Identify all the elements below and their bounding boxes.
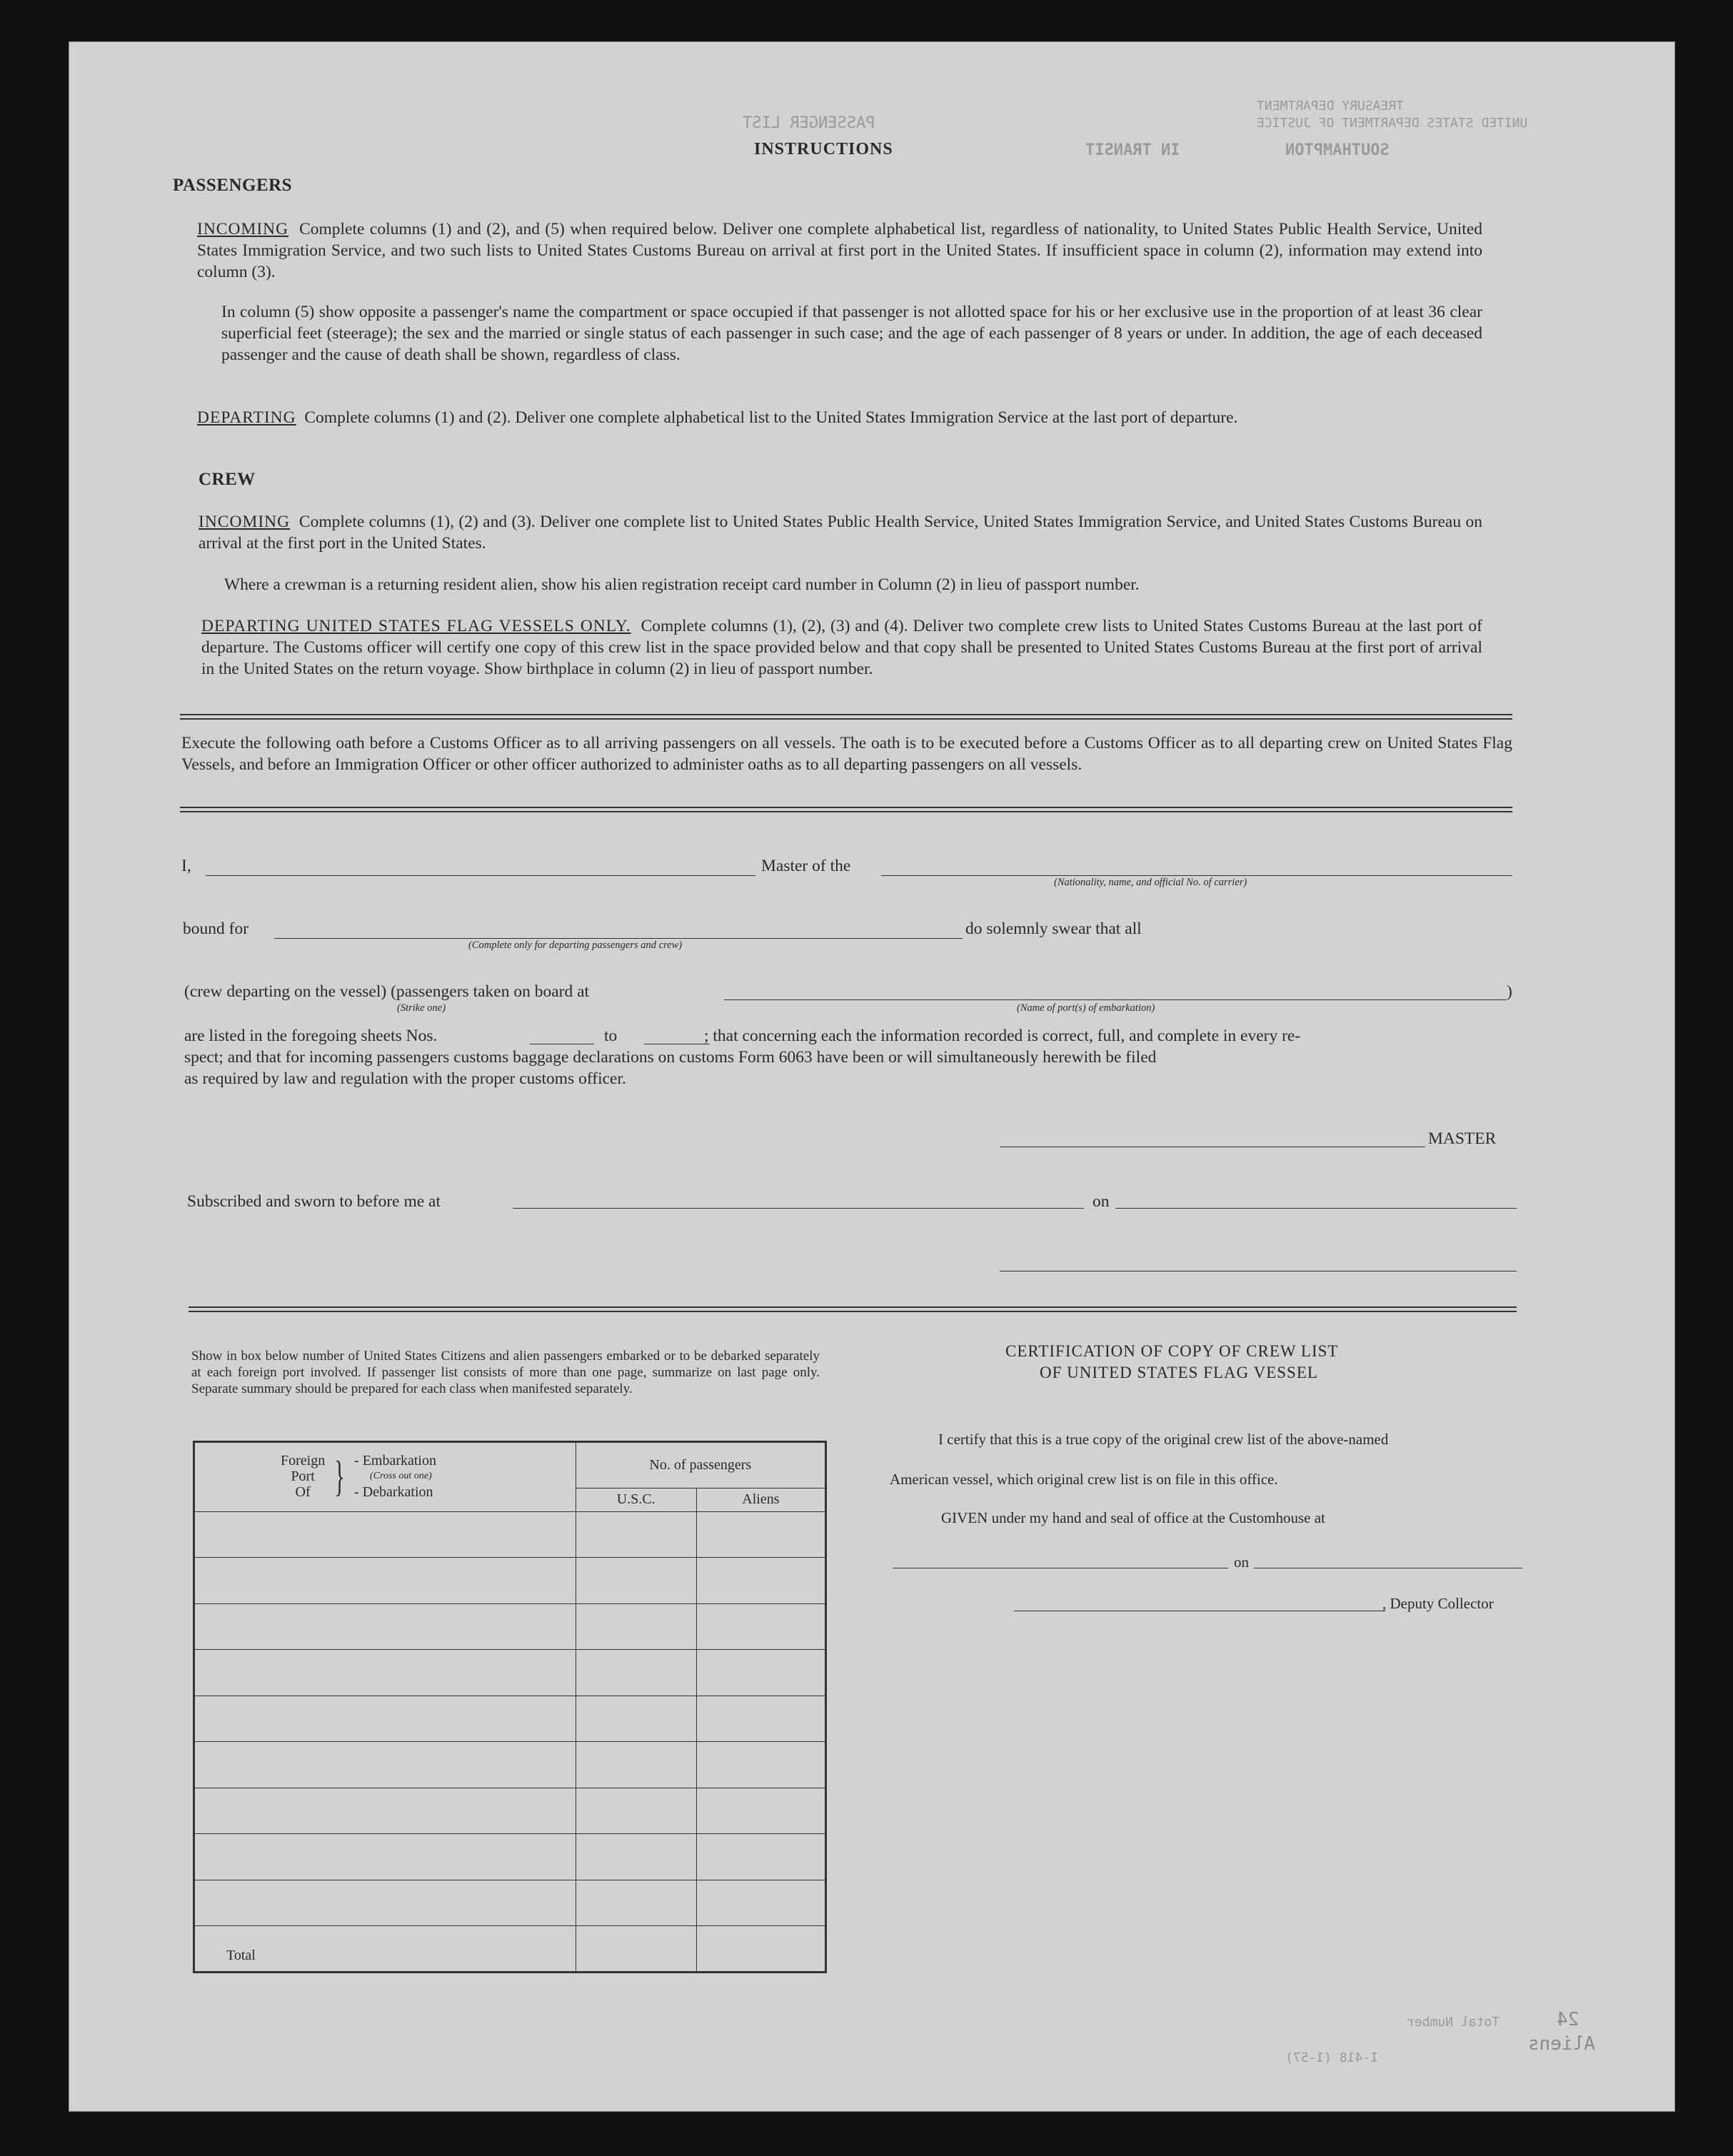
port-note: (Name of port(s) of embarkation) — [1017, 1002, 1155, 1014]
bleed-aliens: Aliens — [1528, 2033, 1595, 2055]
brace-icon: } — [334, 1453, 345, 1500]
aliens-cell[interactable] — [696, 1650, 825, 1696]
summary-instruction: Show in box below number of United States Citizens and alien passengers embarked or to be debarked separately at each foreign port involved. If passenger list consists of more than one page, summarize on last page only. Separate summary should be prepared for each class when manifested separately. — [191, 1349, 820, 1396]
oath-instruction-paragraph: Execute the following oath before a Customs Officer as to all arriving passengers on all vessels. The oath is to be executed before a Customs Officer as to all departing crew on United States Flag Vessels, and before an Immigration Officer or other officer authorized to administer oaths as to all departing passengers on all vessels. — [181, 734, 1512, 774]
sheets-text-b: ; that concerning each the information recorded is correct, full, and complete in every re- — [704, 1027, 1301, 1045]
total-label: Total — [194, 1926, 576, 1973]
crew-departing-tag: DEPARTING UNITED STATES FLAG VESSELS ONLY. — [201, 617, 631, 635]
port-header-cell — [194, 1442, 576, 1512]
passengers-departing-tag: DEPARTING — [197, 408, 296, 427]
certification-on-label: on — [1234, 1553, 1249, 1571]
passengers-incoming-paragraph — [197, 218, 1482, 283]
sheets-text-d: as required by law and regulation with the proper customs officer. — [184, 1069, 626, 1088]
foreign-label: Foreign — [281, 1453, 326, 1469]
usc-cell[interactable] — [576, 1880, 696, 1926]
usc-cell[interactable] — [576, 1742, 696, 1788]
divider — [180, 714, 1512, 720]
page-title: INSTRUCTIONS — [754, 140, 893, 158]
aliens-cell[interactable] — [696, 1696, 825, 1742]
port-cell[interactable] — [194, 1511, 576, 1558]
passengers-departing-paragraph — [197, 407, 1482, 428]
carrier-note: (Nationality, name, and official No. of carrier) — [1054, 877, 1247, 888]
usc-cell[interactable] — [576, 1788, 696, 1834]
master-label: MASTER — [1428, 1129, 1497, 1148]
embark-debark-options — [354, 1453, 436, 1500]
swear-text: do solemnly swear that all — [965, 920, 1142, 938]
master-name-line[interactable] — [206, 875, 755, 876]
bleed-corner-stamp-2: UNITED STATES DEPARTMENT OF JUSTICE — [1257, 116, 1528, 131]
bleed-southampton: SOUTHAMPTON — [1285, 141, 1390, 159]
crew-incoming-paragraph — [199, 511, 1482, 554]
of-label: Of — [295, 1484, 311, 1500]
bound-for-line[interactable] — [274, 938, 963, 939]
crew-resident-paragraph: Where a crewman is a returning resident alien, show his alien registration receipt card number in Column (2) in lieu of passport number. — [224, 575, 1140, 594]
bleed-corner-stamp: TREASURY DEPARTMENT — [1257, 99, 1404, 114]
usc-header: U.S.C. — [576, 1488, 696, 1511]
passengers-column5-paragraph: In column (5) show opposite a passenger's name the compartment or space occupied if that passenger is not allotted space for his or her exclusive use in the proportion of at least 36 clear superficial feet (steerage); the sex and the married or single status of each passenger in such case; and the age of each passenger of 8 years or under. In addition, the age of each deceased passenger and the cause of death shall be shown, regardless of class. — [221, 303, 1482, 364]
usc-cell[interactable] — [576, 1558, 696, 1604]
debarkation-option[interactable]: - Debarkation — [354, 1484, 433, 1500]
carrier-line[interactable] — [881, 875, 1512, 876]
port-cell[interactable] — [194, 1834, 576, 1880]
aliens-cell[interactable] — [696, 1742, 825, 1788]
certify-text-1: I certify that this is a true copy of the original crew list of the above-named — [938, 1431, 1389, 1448]
certification-title-1: CERTIFICATION OF COPY OF CREW LIST — [1005, 1342, 1339, 1360]
aliens-cell[interactable] — [696, 1788, 825, 1834]
given-text: GIVEN under my hand and seal of office at the Customhouse at — [941, 1509, 1325, 1526]
master-of-label: Master of the — [761, 857, 851, 875]
embarkation-option[interactable]: - Embarkation — [354, 1453, 436, 1469]
port-cell[interactable] — [194, 1880, 576, 1926]
aliens-total-cell[interactable] — [696, 1926, 825, 1973]
crew-departing-paragraph — [201, 615, 1482, 680]
aliens-header: Aliens — [696, 1488, 825, 1511]
usc-total-cell[interactable] — [576, 1926, 696, 1973]
crew-passengers-label: (crew departing on the vessel) (passengers taken on board at — [184, 982, 590, 1001]
bleed-aliens-count: 24 — [1557, 2009, 1579, 2030]
port-cell[interactable] — [194, 1696, 576, 1742]
usc-cell[interactable] — [576, 1603, 696, 1650]
strike-note: (Strike one) — [397, 1002, 446, 1014]
aliens-cell[interactable] — [696, 1558, 825, 1604]
divider — [189, 1306, 1517, 1312]
crew-departing-text: Complete columns (1), (2), (3) and (4). Deliver two complete crew lists to United States Customs Bureau at the last port of departure. The Customs officer will certify one copy of this crew list in the space provided below and that copy shall be presented to United States Customs Bureau at the first port of arrival in the United States on the return voyage. Show birthplace in column (2) in lieu of passport number. — [201, 617, 1482, 678]
subscribed-date-line[interactable] — [1115, 1208, 1517, 1209]
passengers-incoming-text: Complete columns (1) and (2), and (5) when required below. Deliver one complete alphabetical list, regardless of nationality, to United States Public Health Service, United States Immigration Service, and two such lists to United States Customs Bureau on arrival at first port in the United States. If insufficient space in column (2), information may extend into column (3). — [197, 220, 1483, 281]
crew-incoming-tag: INCOMING — [199, 513, 291, 531]
bleed-form-number: I-418 (1-57) — [1285, 2050, 1379, 2065]
bleed-passenger-list: PASSENGER LIST — [743, 114, 875, 132]
passenger-summary-table — [193, 1441, 827, 1973]
bound-for-label: bound for — [183, 920, 249, 938]
sheets-to-label: to — [604, 1027, 618, 1045]
certify-text-2: American vessel, which original crew list is on file in this office. — [890, 1471, 1278, 1488]
foreign-port-of — [281, 1453, 325, 1500]
bleed-total-number: Total Number — [1407, 2015, 1500, 2030]
port-cell[interactable] — [194, 1650, 576, 1696]
usc-cell[interactable] — [576, 1650, 696, 1696]
usc-cell[interactable] — [576, 1834, 696, 1880]
aliens-cell[interactable] — [696, 1834, 825, 1880]
port-cell[interactable] — [194, 1742, 576, 1788]
passengers-heading: PASSENGERS — [173, 176, 293, 195]
subscribed-label: Subscribed and sworn to before me at — [187, 1192, 441, 1211]
aliens-cell[interactable] — [696, 1880, 825, 1926]
cross-out-note: (Cross out one) — [370, 1471, 432, 1481]
port-label: Port — [291, 1469, 315, 1484]
subscribed-on-label: on — [1092, 1192, 1110, 1211]
deputy-collector-label: , Deputy Collector — [1382, 1595, 1494, 1612]
oath-i-label: I, — [181, 857, 191, 875]
passengers-departing-text: Complete columns (1) and (2). Deliver one complete alphabetical list to the United States Immigration Service at the last port of departure. — [304, 408, 1238, 427]
crew-heading: CREW — [199, 470, 256, 489]
crew-incoming-text: Complete columns (1), (2) and (3). Deliver one complete list to United States Public Health Service, United States Immigration Service, and United States Customs Bureau on arrival at the first port in the United States. — [199, 513, 1482, 553]
certification-title-2: OF UNITED STATES FLAG VESSEL — [1040, 1364, 1318, 1381]
embarkation-port-line[interactable] — [724, 999, 1507, 1000]
passengers-incoming-tag: INCOMING — [197, 220, 289, 238]
sheets-label: are listed in the foregoing sheets Nos. — [184, 1027, 438, 1045]
divider — [180, 807, 1512, 812]
port-cell[interactable] — [194, 1603, 576, 1650]
aliens-cell[interactable] — [696, 1511, 825, 1558]
port-cell[interactable] — [194, 1788, 576, 1834]
usc-cell[interactable] — [576, 1511, 696, 1558]
no-of-passengers-header: No. of passengers — [576, 1442, 825, 1488]
usc-cell[interactable] — [576, 1696, 696, 1742]
port-cell[interactable] — [194, 1558, 576, 1604]
close-paren: ) — [1507, 982, 1512, 1001]
bound-for-note: (Complete only for departing passengers and crew) — [468, 940, 683, 951]
aliens-cell[interactable] — [696, 1603, 825, 1650]
sheets-text-c: spect; and that for incoming passengers customs baggage declarations on customs Form 6063 have been or will simultaneously herewith be filed — [184, 1048, 1157, 1067]
subscribed-place-line[interactable] — [513, 1208, 1084, 1209]
bleed-in-transit: IN TRANSIT — [1085, 141, 1180, 159]
